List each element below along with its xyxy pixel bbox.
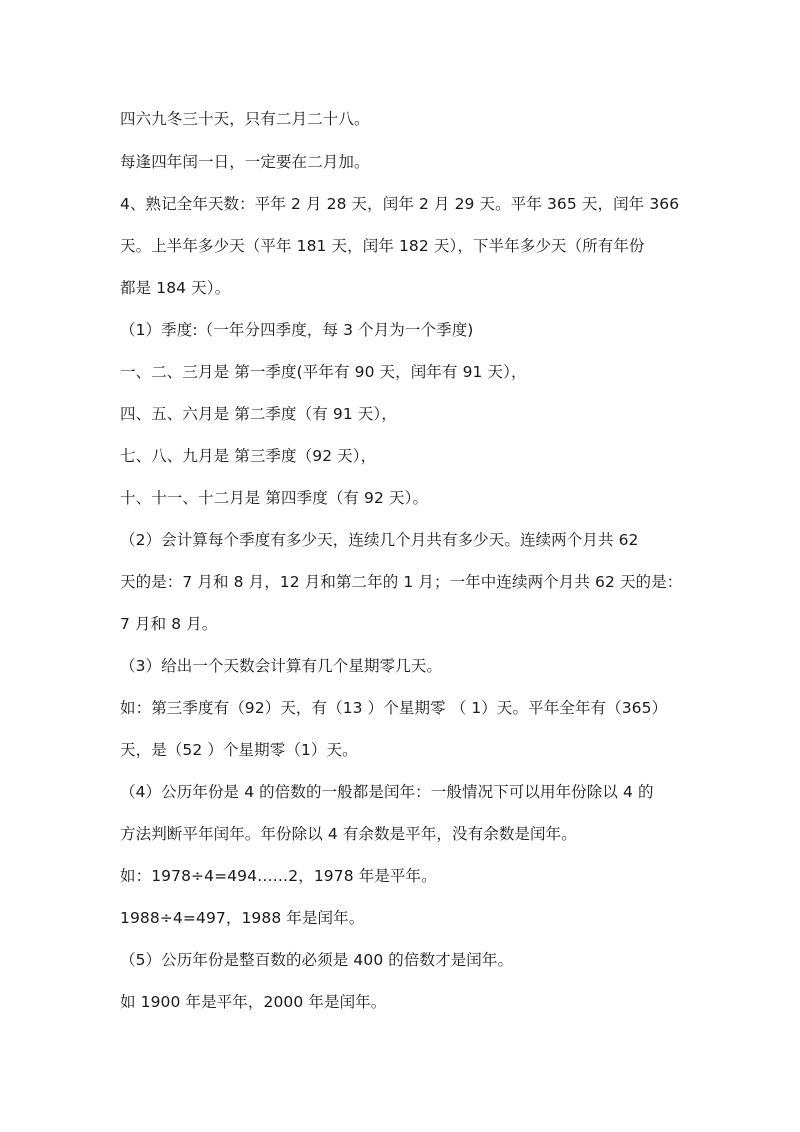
text-line: （5）公历年份是整百数的必须是 400 的倍数才是闰年。	[120, 951, 514, 969]
text-line: 4、熟记全年天数：平年 2 月 28 天，闰年 2 月 29 天。平年 365 天，闰年 366	[120, 195, 680, 213]
text-line: 四六九冬三十天，只有二月二十八。	[120, 110, 370, 128]
text-line: 都是 184 天）。	[120, 279, 231, 297]
text-line: 如：第三季度有（92）天，有（13 ）个星期零 （ 1）天。平年全年有（365）	[120, 699, 668, 717]
text-line: 四、五、六月是 第二季度（有 91 天），	[120, 405, 397, 423]
text-line: 1988÷4=497，1988 年是闰年。	[120, 909, 365, 927]
text-line: 方法判断平年闰年。年份除以 4 有余数是平年，没有余数是闰年。	[120, 825, 577, 843]
text-line: 如：1978÷4=494……2，1978 年是平年。	[120, 867, 437, 885]
text-line: 七、八、九月是 第三季度（92 天），	[120, 447, 377, 465]
text-line: （3）给出一个天数会计算有几个星期零几天。	[120, 657, 442, 675]
text-line: （4）公历年份是 4 的倍数的一般都是闰年：一般情况下可以用年份除以 4 的	[120, 783, 654, 801]
text-line: 天。上半年多少天（平年 181 天，闰年 182 天），下半年多少天（所有年份	[120, 237, 645, 255]
text-line: 天的是：7 月和 8 月，12 月和第二年的 1 月；一年中连续两个月共 62 天的是：	[120, 573, 683, 591]
text-line: 天，是（52 ）个星期零（1）天。	[120, 741, 358, 759]
text-line: 7 月和 8 月。	[120, 615, 218, 633]
text-line: （2）会计算每个季度有多少天，连续几个月共有多少天。连续两个月共 62	[120, 531, 639, 549]
text-line: 每逢四年闰一日，一定要在二月加。	[120, 153, 370, 171]
text-line: 十、十一、十二月是 第四季度（有 92 天）。	[120, 489, 429, 507]
text-line: 一、二、三月是 第一季度(平年有 90 天，闰年有 91 天），	[120, 363, 527, 381]
text-line: 如 1900 年是平年，2000 年是闰年。	[120, 993, 387, 1011]
text-line: （1）季度:（一年分四季度，每 3 个月为一个季度)	[120, 321, 474, 339]
